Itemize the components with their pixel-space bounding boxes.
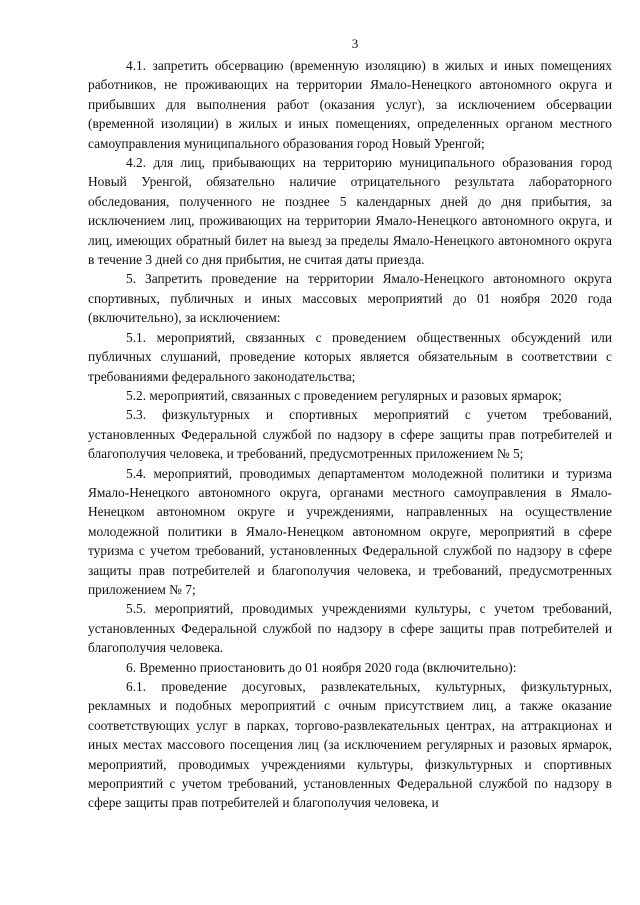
paragraph-5-5: 5.5. мероприятий, проводимых учреждениями культуры, с учетом требований, установленных Федеральной службой по надзору в сфере защиты прав потребителей и благополучия человека. [88,601,612,656]
paragraph-5: 5. Запретить проведение на территории Ямало-Ненецкого автономного округа спортивных, публичных и иных массовых мероприятий до 01 ноября 2020 года (включительно), за исключением: [88,271,612,326]
paragraph-5-3: 5.3. физкультурных и спортивных мероприятий с учетом требований, установленных Федеральной службой по надзору в сфере защиты прав потребителей и благополучия человека, и требований, предусмотренных приложением № 5; [88,407,612,462]
paragraph-5-2: 5.2. мероприятий, связанных с проведением регулярных и разовых ярмарок; [126,387,562,403]
paragraph-5-4: 5.4. мероприятий, проводимых департаментом молодежной политики и туризма Ямало-Ненецкого автономного округа, органами местного самоуправления в Ямало-Ненецком автономном округе и учреждениями, направленных на осуществление молодежной политики в Ямало-Ненецком автономном округе, мероприятий в сфере туризма с учетом требований, установленных Федеральной службой по надзору в сфере защиты прав потребителей и благополучия человека, и требований, предусмотренных приложением № 7; [88,465,612,597]
paragraph-6-1: 6.1. проведение досуговых, развлекательных, культурных, физкультурных, рекламных и подобных мероприятий с очным присутствием лиц, а также оказание соответствующих услуг в парках, торгово-развлекательных центрах, на аттракционах и иных местах массового посещения лиц (за исключением регулярных и разовых ярмарок, мероприятий, проводимых учреждениями культуры, физкультурных и спортивных мероприятий с учетом требований, установленных Федеральной службой по надзору в сфере защиты прав потребителей и благополучия человека, и [88,679,612,811]
paragraph-6: 6. Временно приостановить до 01 ноября 2020 года (включительно): [126,659,517,675]
paragraph-5-1: 5.1. мероприятий, связанных с проведением общественных обсуждений или публичных слушаний, проведение которых является обязательным в соответствии с требованиями федерального законодательства; [88,329,612,384]
paragraph-4-1: 4.1. запретить обсервацию (временную изоляцию) в жилых и иных помещениях работников, не проживающих на территории Ямало-Ненецкого автономного округа и прибывших для выполнения работ (оказания услуг), за исключением обсервации (временной изоляции) в жилых и иных помещениях, определенных органом местного самоуправления муниципального образования город Новый Уренгой; [88,58,612,151]
paragraph-4-2: 4.2. для лиц, прибывающих на территорию муниципального образования город Новый Уренгой, обязательно наличие отрицательного результата лабораторного обследования, полученного не позднее 5 календарных дней до дня прибытия, за исключением лиц, проживающих на территории Ямало-Ненецкого автономного округа, и лиц, имеющих обратный билет на выезд за пределы Ямало-Ненецкого автономного округа в течение 3 дней со дня прибытия, не считая даты приезда. [88,155,612,268]
page-number: 3 [351,36,359,51]
